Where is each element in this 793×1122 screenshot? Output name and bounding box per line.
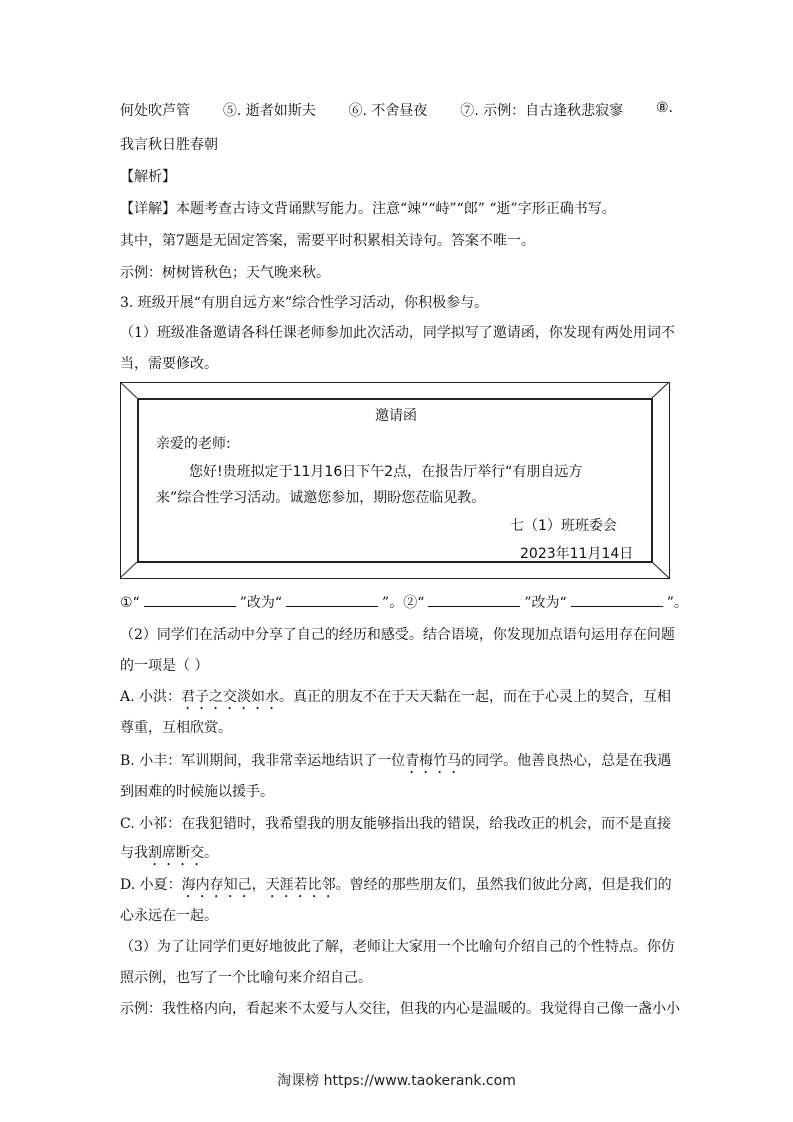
sub-question-1-line-2: 当，需要修改。 bbox=[120, 356, 218, 372]
detail-line-3: 示例：树树皆秋色；天气晚来秋。 bbox=[120, 265, 330, 281]
option-c-line-1: C. 小祁：在我犯错时，我希望我的朋友能够指出我的错误，给我改正的机会，而不是直接 bbox=[120, 816, 672, 832]
option-c-dotted-phrase: 割席断交 bbox=[148, 845, 204, 861]
option-b-dotted-phrase: 青梅竹马 bbox=[405, 753, 462, 769]
fill-part-1: ①“ bbox=[120, 595, 140, 611]
sub-question-3-line-2: 照示例，也写了一个比喻句来介绍自己。 bbox=[120, 970, 372, 986]
sub-question-3-line-3: 示例：我性格内向，看起来不太爱与人交往，但我的内心是温暖的。我觉得自己像一盏小小 bbox=[120, 1001, 680, 1017]
detail-line-1: 【详解】本题考查古诗文背诵默写能力。注意“竦”“峙”“郎” “逝”字形正确书写。 bbox=[120, 201, 616, 217]
option-b-line-2: 到困难的时候施以援手。 bbox=[120, 784, 274, 800]
option-c-prefix: 与我 bbox=[120, 845, 148, 861]
option-d-line-1 bbox=[120, 874, 672, 901]
letter-signature: 七（1）班班委会 bbox=[510, 518, 617, 534]
blank-3[interactable] bbox=[428, 594, 520, 607]
sub-question-1-line-1: （1）班级准备邀请各科任课老师参加此次活动，同学拟写了邀请函，你发现有两处用词不 bbox=[120, 325, 675, 341]
option-b-line-1 bbox=[120, 750, 671, 777]
answer-5: ⑤. 逝者如斯夫 bbox=[222, 103, 316, 119]
letter-title: 邀请函 bbox=[375, 408, 417, 424]
question-3-stem: 3. 班级开展“有朋自远方来”综合性学习活动，你积极参与。 bbox=[120, 295, 489, 311]
answer-4: 何处吹芦管 bbox=[120, 103, 190, 119]
fill-blanks-row bbox=[120, 592, 688, 612]
option-c-line-2 bbox=[120, 842, 218, 869]
option-d-prefix: D. 小夏： bbox=[120, 877, 182, 893]
option-d-line-2: 心永远在一起。 bbox=[120, 908, 218, 924]
answer-8: ⑧. bbox=[655, 100, 673, 116]
option-a-line-2: 尊重，互相欣赏。 bbox=[120, 720, 232, 736]
option-a-rest: 。真正的朋友不在于天天黏在一起，而在于心灵上的契合，互相 bbox=[279, 689, 672, 705]
answer-row bbox=[120, 100, 673, 120]
option-b-rest: 的同学。他善良热心，总是在我遇 bbox=[461, 753, 672, 769]
fill-part-4: ”改为“ bbox=[524, 595, 567, 611]
sub-question-2-line-2: 的一项是（ ） bbox=[120, 658, 209, 674]
letter-salutation: 亲爱的老师: bbox=[156, 436, 231, 452]
blank-2[interactable] bbox=[286, 594, 378, 607]
letter-body-line-2: 来”综合性学习活动。诚邀您参加，期盼您莅临见教。 bbox=[156, 490, 486, 506]
answer-7: ⑦. 示例：自古逢秋悲寂寥 bbox=[460, 103, 624, 119]
letter-body-line-1: 您好!贵班拟定于11月16日下午2点，在报告厅举行“有朋自远方 bbox=[189, 464, 583, 480]
option-d-rest: 。曾经的那些朋友们，虽然我们彼此分离，但是我们的 bbox=[335, 877, 672, 893]
fill-part-5: ”。 bbox=[666, 595, 688, 611]
sub-question-3-line-1: （3）为了让同学们更好地彼此了解，老师让大家用一个比喻句介绍自己的个性特点。你仿 bbox=[120, 939, 675, 955]
fill-part-2: ”改为“ bbox=[239, 595, 283, 611]
option-a-prefix: A. 小洪： bbox=[120, 689, 182, 705]
option-d-dotted-phrase: 海内存知己，天涯若比邻 bbox=[181, 877, 336, 893]
detail-line-2: 其中，第7题是无固定答案，需要平时积累相关诗句。答案不唯一。 bbox=[120, 233, 535, 249]
blank-4[interactable] bbox=[571, 594, 663, 607]
fill-part-3: ”。②“ bbox=[382, 595, 425, 611]
blank-1[interactable] bbox=[144, 594, 236, 607]
sub-question-2-line-1: （2）同学们在活动中分享了自己的经历和感受。结合语境，你发现加点语句运用存在问题 bbox=[120, 627, 675, 643]
letter-date: 2023年11月14日 bbox=[520, 546, 634, 562]
footer-watermark: 淘课榜 https://www.taokerank.com bbox=[277, 1073, 516, 1089]
option-b-prefix: B. 小丰：军训期间，我非常幸运地结识了一位 bbox=[120, 753, 406, 769]
answer-8-continued: 我言秋日胜春朝 bbox=[120, 137, 218, 153]
option-c-rest: 。 bbox=[204, 845, 218, 861]
invitation-letter-frame bbox=[120, 382, 670, 579]
option-a-line-1 bbox=[120, 686, 671, 713]
answer-6: ⑥. 不舍昼夜 bbox=[348, 103, 428, 119]
option-a-dotted-phrase: 君子之交淡如水 bbox=[181, 689, 280, 705]
analysis-title: 【解析】 bbox=[120, 169, 176, 185]
